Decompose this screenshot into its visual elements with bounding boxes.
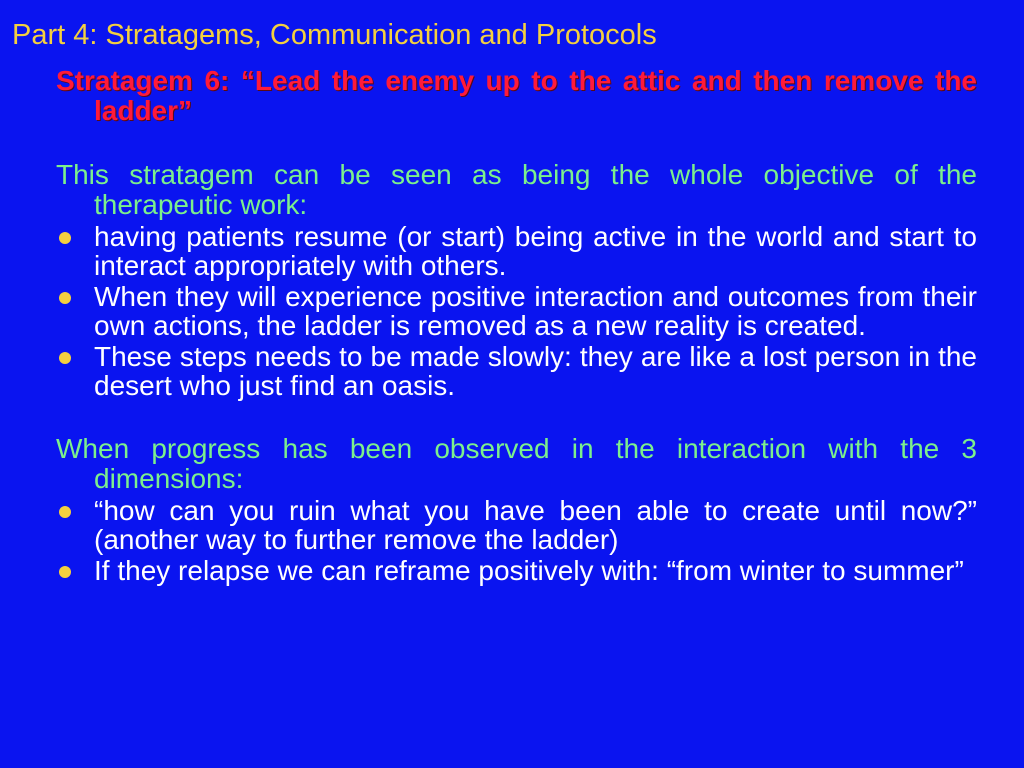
slide-title: Part 4: Stratagems, Communication and Protocols <box>12 19 657 51</box>
bullet-text: These steps needs to be made slowly: they are like a lost person in the desert who just find an oasis. <box>94 341 977 401</box>
bullet-text: When they will experience positive interaction and outcomes from their own actions, the ladder is removed as a new reality is created. <box>94 281 977 341</box>
stratagem-heading: Stratagem 6: “Lead the enemy up to the attic and then remove the ladder” <box>56 65 977 126</box>
section1-bullet-list <box>56 222 977 400</box>
section2-intro: When progress has been observed in the interaction with the 3 dimensions: <box>56 433 977 494</box>
bullet-text: If they relapse we can reframe positively with: “from winter to summer” <box>94 555 964 586</box>
bullet-dot-icon <box>59 352 71 364</box>
bullet-item <box>56 496 977 554</box>
bullet-item <box>56 282 977 340</box>
bullet-text: having patients resume (or start) being active in the world and start to interact appropriately with others. <box>94 221 977 281</box>
bullet-item <box>56 556 977 585</box>
bullet-item <box>56 222 977 280</box>
slide-content <box>56 66 977 585</box>
bullet-dot-icon <box>59 566 71 578</box>
bullet-dot-icon <box>59 506 71 518</box>
bullet-item <box>56 342 977 400</box>
bullet-dot-icon <box>59 292 71 304</box>
spacer <box>56 126 977 160</box>
bullet-text: “how can you ruin what you have been able to create until now?” (another way to further remove the ladder) <box>94 495 977 555</box>
section2-bullet-list <box>56 496 977 585</box>
spacer <box>56 400 977 434</box>
section1-intro: This stratagem can be seen as being the whole objective of the therapeutic work: <box>56 159 977 220</box>
bullet-dot-icon <box>59 232 71 244</box>
